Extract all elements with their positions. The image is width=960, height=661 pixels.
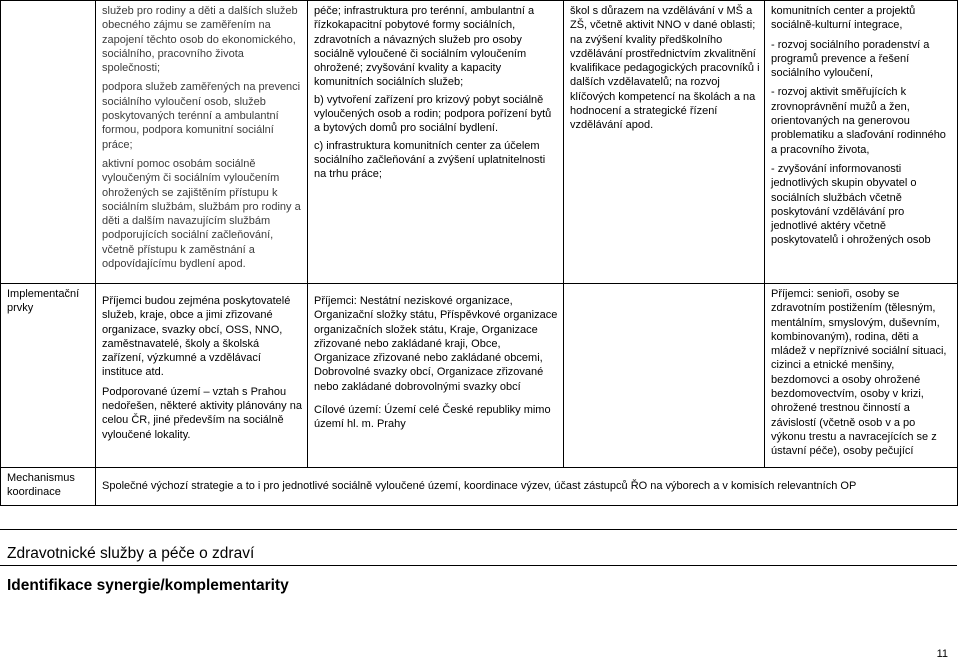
paragraph: Příjemci: senioři, osoby se zdravotním postižením (tělesným, mentálním, smyslovým, duševním, kombinovaným), rodina, děti a mládež v nepříznivé sociální situaci, cizinci a etnické menšiny, bezdomovci a osoby ohrožené bezdomovectvím, osoby v krizi, ohrožené trestnou činností a závislostí (včetně osob v a po výkonu trestu a navracejících se z ústavní péče), osoby pečující	[771, 288, 947, 458]
paragraph: Podporované území – vztah s Prahou nedořešen, některé aktivity plánovány na celou ČR, jiné především na sociálně vyloučené lokality.	[102, 385, 302, 441]
paragraph: komunitních center a projektů sociálně-kulturní integrace,	[771, 5, 916, 32]
cell-implementation-1	[96, 284, 308, 468]
cell-activities-3	[564, 1, 765, 284]
cell-implementation-2	[308, 284, 564, 468]
cell-activities-4	[765, 1, 958, 284]
paragraph: Příjemci budou zejména poskytovatelé služeb, kraje, obce a jimi zřizované organizace, svazky obcí, OSS, NNO, zaměstnavatelé, školy a školská zařízení, výzkumné a vzdělávací instituce atd.	[102, 295, 291, 379]
paragraph: škol s důrazem na vzdělávání v MŠ a ZŠ, včetně aktivit NNO v dané oblasti; na zvýšení kvality předškolního vzdělávání prostřednictvím zkvalitnění kvalifikace pedagogických pracovníků i dalších vzdělavatelů; na rozvoj klíčových kompetencí na školách a na hodnocení a strategické řízení vzdělávání apod.	[570, 5, 760, 132]
cell-mechanism: Společné výchozí strategie a to i pro jednotlivé sociálně vyloučené území, koordinace výzev, účast zástupců ŘO na výborech a v komisích relevantních OP	[96, 468, 958, 506]
paragraph: - zvyšování informovanosti jednotlivých skupin obyvatel o sociálních službách včetně poskytování vzdělávání pro jednotlivé aktéry včetně poskytovatelů i ohrožených osob	[771, 162, 931, 247]
cell-activities-1	[96, 1, 308, 284]
table-row-implementation	[1, 284, 958, 468]
paragraph: podpora služeb zaměřených na prevenci sociálního vyloučení osob, služeb poskytovaných terénní a ambulantní formou, podpora komunitní sociální práce;	[102, 81, 301, 151]
paragraph: aktivní pomoc osobám sociálně vyloučeným či sociálním vyloučením ohrožených se zajištěním přístupu k sociálním službám, službám pro rodiny a děti a dalším navazujícím službám podporujících sociální začleňování, včetně přístupu k zaměstnání a odpovídajícímu bydlení apod.	[102, 157, 301, 271]
cell-activities-2	[308, 1, 564, 284]
paragraph: Příjemci: Nestátní neziskové organizace, Organizační složky státu, Příspěvkové organizace organizačních složek státu, Kraje, Organizace zřizované nebo zakládané kraji, Obce, Organizace zřizované nebo zakládané obcemi, Dobrovolné svazky obcí, Organizace zřizované nebo zakládané dobrovolnými svazky obcí	[314, 295, 558, 393]
paragraph: - rozvoj aktivit směřujících k zrovnoprávnění mužů a žen, orientovaných na generovou problematiku a slaďování rodinného a pracovního života,	[771, 86, 946, 156]
paragraph: služeb pro rodiny a děti a dalších služeb obecného zájmu se zaměřením na zapojení těchto osob do ekonomického, sociálního, pracovního života společnosti;	[102, 5, 298, 75]
paragraph: péče; infrastruktura pro terénní, ambulantní a řízkokapacitní pobytové formy sociálních, zdravotních a návazných služeb pro osoby sociálně vyloučené či sociálním vyloučením ohrožené; zvyšování kvality a kapacity komunitních sociálních služeb;	[314, 5, 535, 89]
row-label-mechanism: Mechanismus koordinace	[1, 468, 96, 506]
paragraph: c) infrastruktura komunitních center za účelem sociálního začleňování a zvýšení uplatnitelnosti na trhu práce;	[314, 139, 546, 181]
paragraph: b) vytvoření zařízení pro krizový pobyt sociálně vyloučených osob a rodin; podpora pořízení bytů a bytových domů pro sociální bydlení.	[314, 93, 552, 135]
table-row-activities	[1, 1, 958, 284]
paragraph: Cílové území: Území celé České republiky mimo území hl. m. Prahy	[314, 404, 551, 431]
row-label-empty	[1, 1, 96, 284]
cell-implementation-3-empty	[564, 284, 765, 468]
table-row-mechanism	[1, 468, 958, 506]
paragraph: - rozvoj sociálního poradenství a programů prevence a řešení sociálního vyloučení,	[771, 38, 930, 80]
section-subtitle: Identifikace synergie/komplementarity	[7, 577, 289, 594]
row-label-implementation: Implementační prvky	[1, 284, 96, 468]
section-title: Zdravotnické služby a péče o zdraví	[7, 545, 255, 562]
cell-implementation-4	[765, 284, 958, 468]
page-number: 11	[936, 648, 948, 660]
